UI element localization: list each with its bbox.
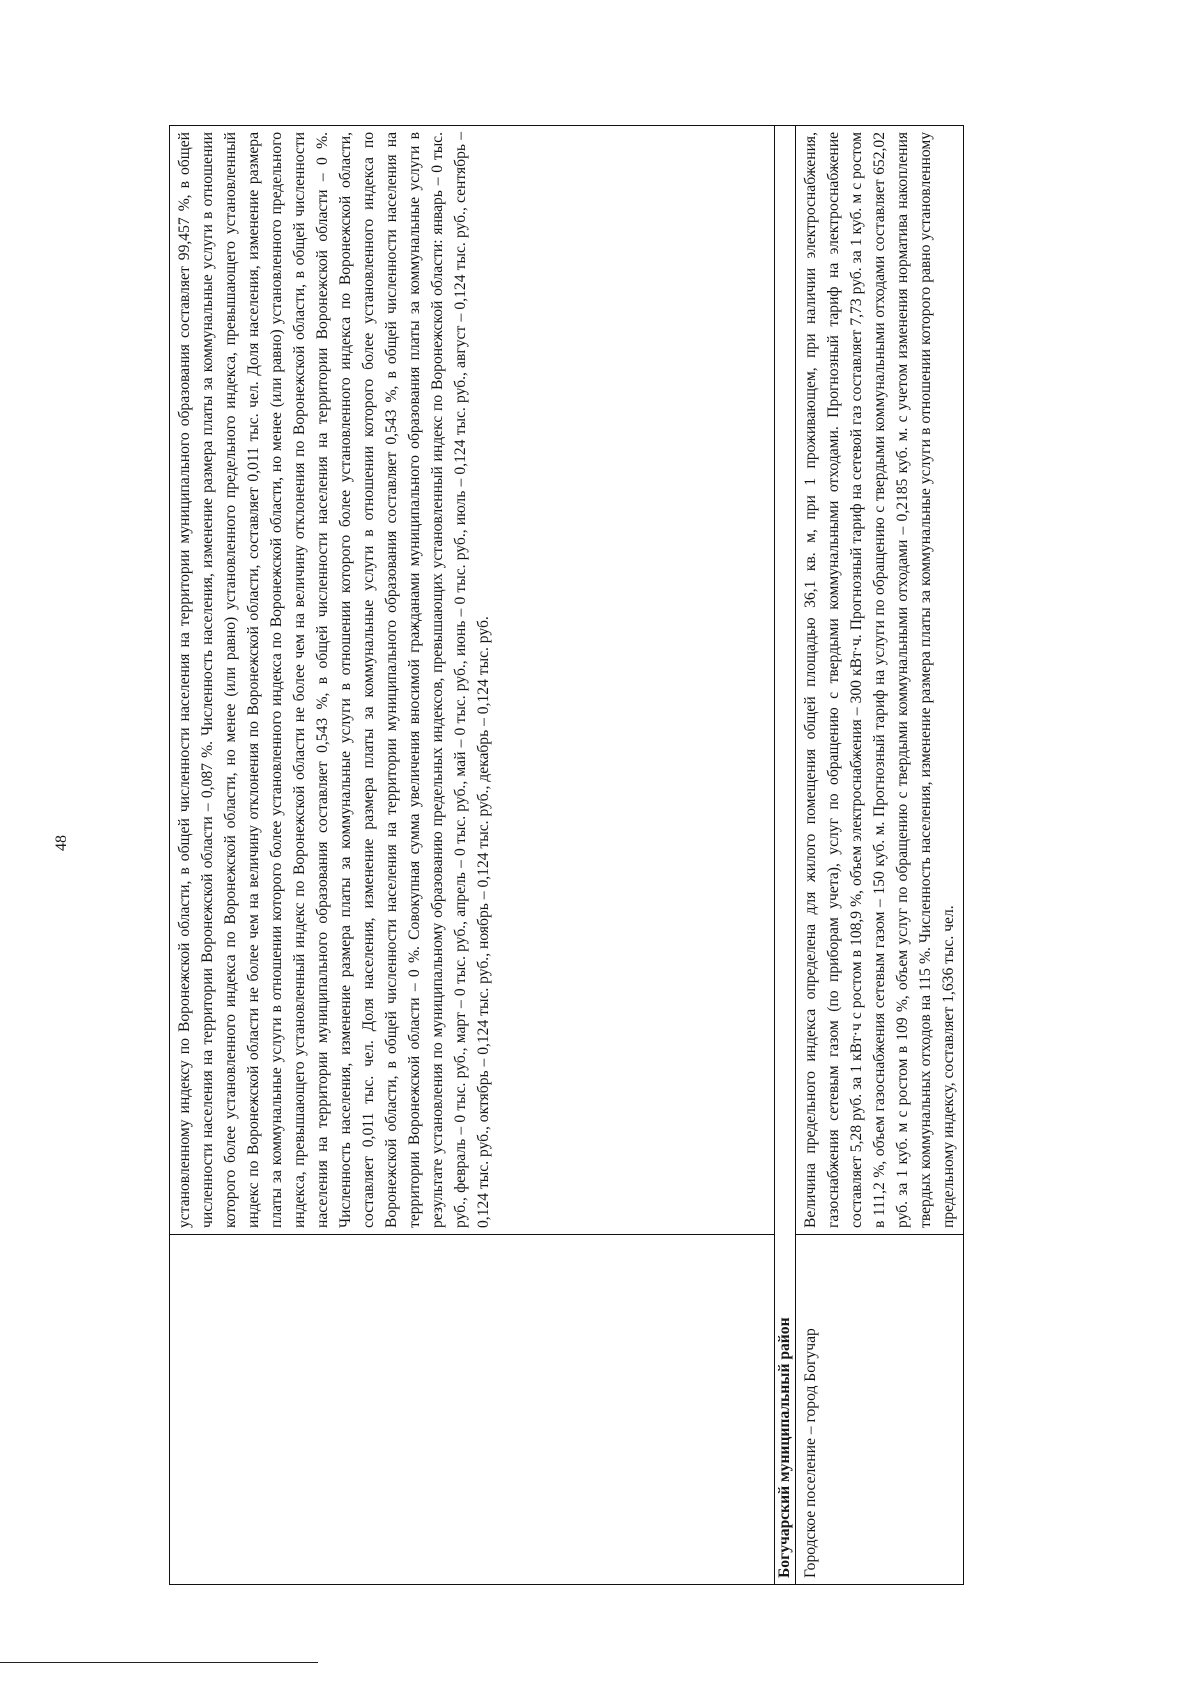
table-row-continuation bbox=[170, 126, 775, 1585]
district-title: Богучарский муниципальный район bbox=[775, 126, 796, 1585]
indices-table bbox=[169, 125, 964, 1585]
left-cell-empty bbox=[170, 1235, 775, 1585]
table-row-boguchar bbox=[796, 126, 964, 1585]
rotated-table-sheet bbox=[169, 125, 1104, 1585]
index-description-cell bbox=[796, 126, 964, 1235]
footnote-rule bbox=[0, 1662, 318, 1663]
section-header-row bbox=[775, 126, 796, 1585]
settlement-name: Городское поселение – город Богучар bbox=[796, 1235, 964, 1585]
continuation-paragraph: установленному индексу по Воронежской области, в общей численности населения на территории муниципального образования составляет 99,457 %, в общей численности населения на территории Воронежской области – 0,087 %. Численность населения, изменение размера платы за коммунальные услуги в отношении которого более установленного индекса по Воронежской области, но менее (или равно) установленного предельного индекса, превышающего установленный индекс по Воронежской области не более чем на величину отклонения по Воронежской области, составляет 0,011 тыс. чел. Доля населения, изменение размера платы за коммунальные услуги в отношении которого более установленного индекса по Воронежской области, но менее (или равно) установленного предельного индекса, превышающего установленный индекс по Воронежской области не более чем на величину отклонения по Воронежской области, в общей численности населения на территории муниципального образования составляет 0,543 %, в общей численности населения на территории Воронежской области – 0 %. Численность населения, изменение размера платы за коммунальные услуги в отношении которого более установленного индекса по Воронежской области, составляет 0,011 тыс. чел. Доля населения, изменение размера платы за коммунальные услуги в отношении которого более установленного индекса по Воронежской области, в общей численности населения на территории муниципального образования составляет 0,543 %, в общей численности населения на территории Воронежской области – 0 %. Совокупная сумма увеличения вносимой гражданами муниципального образования платы за коммунальные услуги в результате установления по муниципальному образованию предельных индексов, превышающих установленный индекс по Воронежской области: январь – 0 тыс. руб., февраль – 0 тыс. руб., март – 0 тыс. руб., апрель – 0 тыс. руб., май – 0 тыс. руб., июнь – 0 тыс. руб., июль – 0,124 тыс. руб., август – 0,124 тыс. руб., сентябрь – 0,124 тыс. руб., октябрь – 0,124 тыс. руб., ноябрь – 0,124 тыс. руб., декабрь – 0,124 тыс. руб. bbox=[176, 132, 492, 1228]
continuation-text-cell bbox=[170, 126, 775, 1235]
page-number: 48 bbox=[53, 835, 70, 851]
index-description-paragraph: Величина предельного индекса определена для жилого помещения общей площадью 36,1 кв. м, при 1 проживающем, при наличии электроснабжения, газоснабжения сетевым газом (по приборам учета), услуг по обращению с твердыми коммунальными отходами. Прогнозный тариф на электроснабжение составляет 5,28 руб. за 1 кВт·ч с ростом в 108,9 %, объем электроснабжения – 300 кВт·ч. Прогнозный тариф на сетевой газ составляет 7,73 руб. за 1 куб. м с ростом в 111,2 %, объем газоснабжения сетевым газом – 150 куб. м. Прогнозный тариф на услуги по обращению с твердыми коммунальными отходами составляет 652,02 руб. за 1 куб. м с ростом в 109 %, объем услуг по обращению с твердыми коммунальными отходами – 0,2185 куб. м. с учетом изменения норматива накопления твердых коммунальных отходов на 115 %. Численность населения, изменение размера платы за коммунальные услуги в отношении которого равно установленному предельному индексу, составляет 1,636 тыс. чел. bbox=[802, 132, 957, 1228]
